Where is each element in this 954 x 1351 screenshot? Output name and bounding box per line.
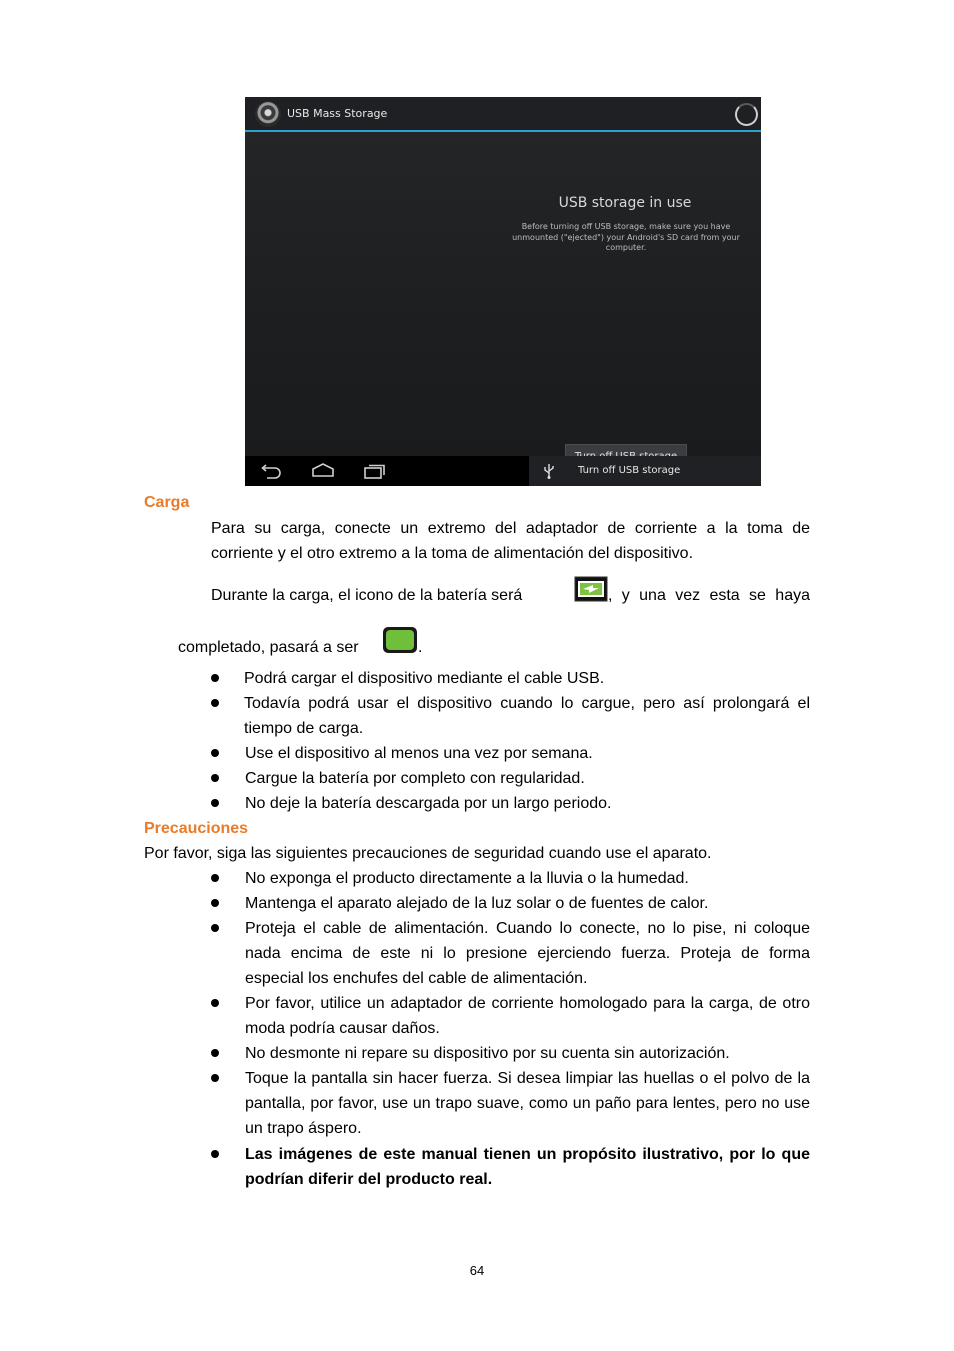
battery-charging-icon [574, 576, 608, 602]
carga-paragraph-2-mid: , y una vez esta se haya [608, 587, 810, 604]
list-item: Proteja el cable de alimentación. Cuando lo conecte, no lo pise, ni coloque nada encima de este ni lo presione ejerciendo fuerza. Proteja de forma especial los enchufes del cable de alimentación. [211, 916, 810, 991]
notification-text: Turn off USB storage [578, 465, 681, 476]
list-item: Todavía podrá usar el dispositivo cuando lo cargue, pero así prolongará el tiempo de carga. [211, 691, 810, 741]
section-heading-carga: Carga [144, 494, 190, 511]
carga-paragraph-2-end-start: completado, pasará a ser [178, 639, 359, 656]
home-icon[interactable] [311, 463, 335, 479]
page-number: 64 [469, 1263, 485, 1278]
list-item: Toque la pantalla sin hacer fuerza. Si desea limpiar las huellas o el polvo de la pantalla, por favor, use un trapo suave, como un paño para lentes, pero no use un trapo áspero. [211, 1066, 810, 1141]
list-item: Use el dispositivo al menos una vez por semana. [211, 741, 810, 766]
loading-spinner-icon [735, 103, 758, 126]
action-bar [245, 97, 761, 132]
usb-storage-screenshot [245, 97, 761, 486]
usb-storage-content [245, 132, 761, 457]
battery-full-icon [382, 626, 418, 654]
carga-paragraph-1: Para su carga, conecte un extremo del adaptador de corriente a la toma de corriente y el otro extremo a la toma de alimentación del dispositivo. [211, 520, 810, 562]
carga-paragraph-2-start: Durante la carga, el icono de la batería será [211, 587, 523, 604]
list-item: Cargue la batería por completo con regularidad. [211, 766, 810, 791]
usb-storage-description: Before turning off USB storage, make sure you have unmounted ("ejected") your Android's SD card from your computer. [512, 222, 740, 252]
list-item: Podrá cargar el dispositivo mediante el cable USB. [211, 666, 810, 691]
system-nav-bar [245, 456, 761, 486]
app-title: USB Mass Storage [287, 107, 388, 120]
list-item: Por favor, utilice un adaptador de corriente homologado para la carga, de otro moda podría causar daños. [211, 991, 810, 1041]
list-item-disclaimer: Las imágenes de este manual tienen un propósito ilustrativo, por lo que podrían diferir del producto real. [211, 1142, 810, 1192]
carga-paragraph-2-end: . [418, 639, 423, 656]
list-item: No desmonte ni repare su dispositivo por su cuenta sin autorización. [211, 1041, 810, 1066]
carga-bullet-list [211, 666, 810, 816]
usb-notification[interactable] [529, 456, 761, 486]
precauciones-intro: Por favor, siga las siguientes precauciones de seguridad cuando use el aparato. [144, 845, 712, 862]
usb-mass-storage-app-icon [255, 101, 281, 127]
usb-icon [543, 463, 555, 479]
usb-storage-heading: USB storage in use [558, 195, 692, 211]
precauciones-bullet-list [211, 866, 810, 1192]
section-heading-precauciones: Precauciones [144, 820, 249, 837]
list-item: Mantenga el aparato alejado de la luz solar o de fuentes de calor. [211, 891, 810, 916]
list-item: No exponga el producto directamente a la lluvia o la humedad. [211, 866, 810, 891]
recent-apps-icon[interactable] [363, 463, 387, 479]
back-icon[interactable] [259, 463, 283, 479]
list-item: No deje la batería descargada por un largo periodo. [211, 791, 810, 816]
